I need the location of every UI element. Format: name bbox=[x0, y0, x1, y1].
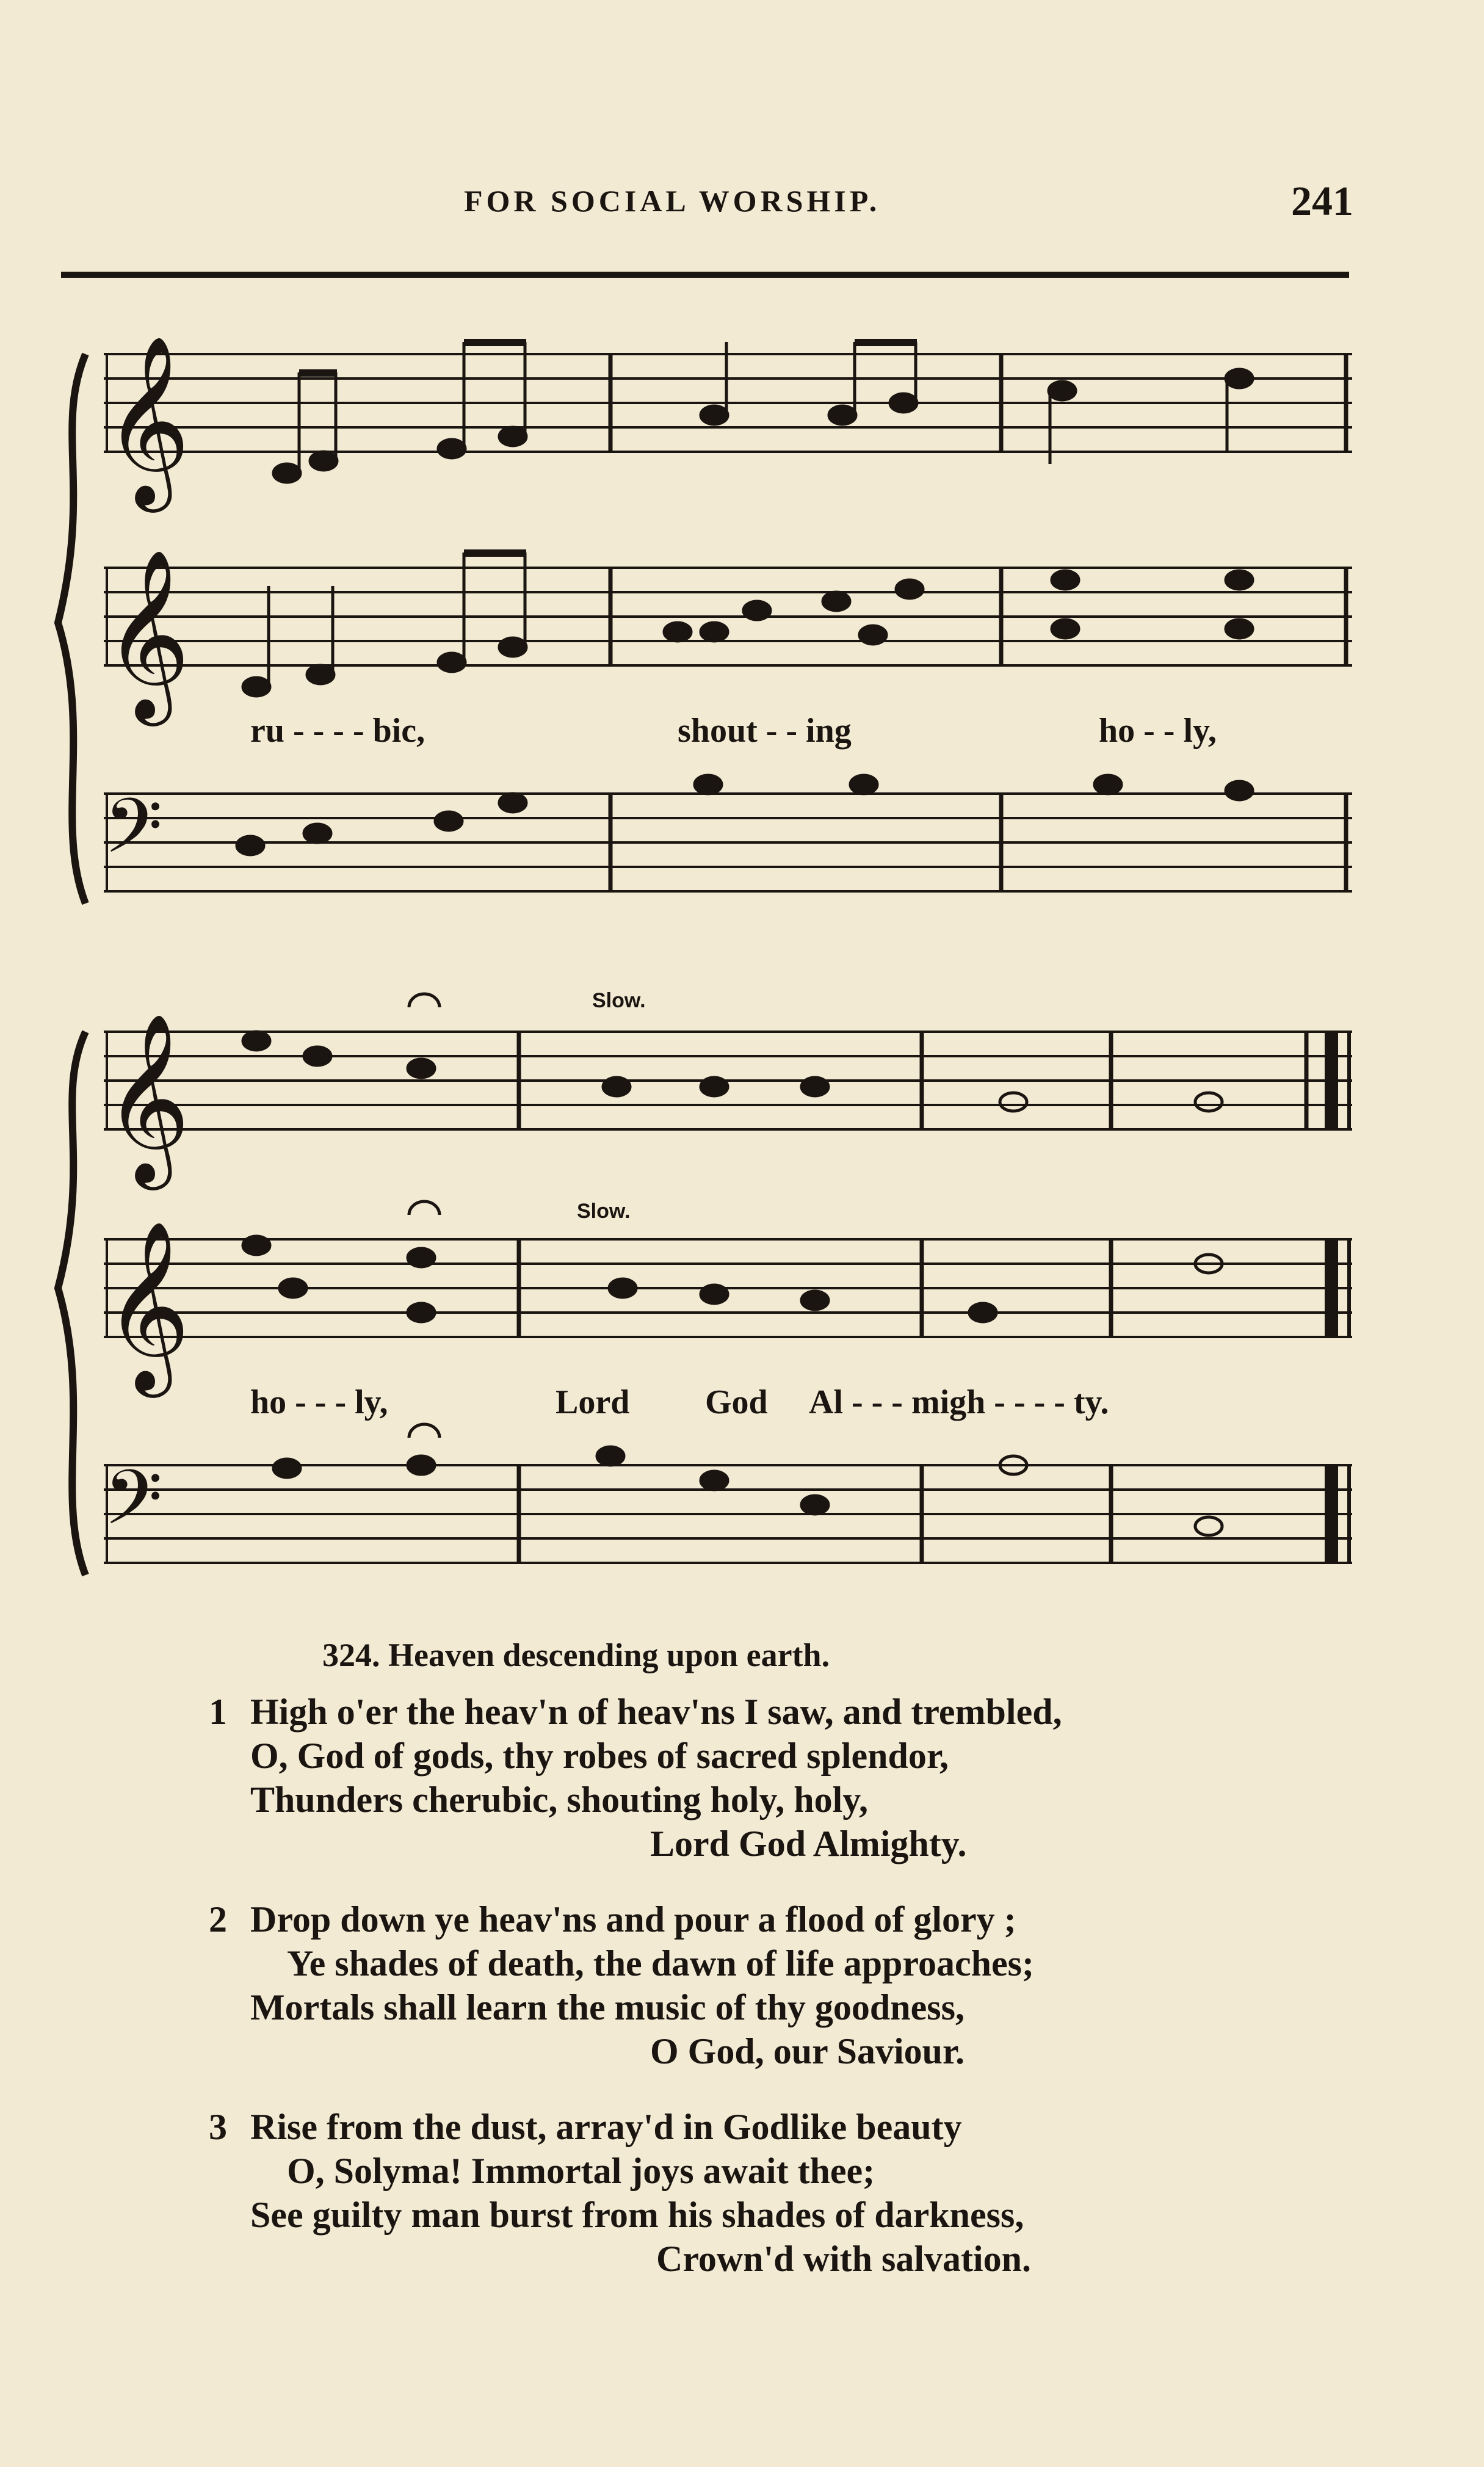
stanza-number: 2 bbox=[209, 1899, 227, 1940]
stanza-line: O God, our Saviour. bbox=[650, 2031, 965, 2071]
stanza-line: Thunders cherubic, shouting holy, holy, bbox=[250, 1780, 868, 1820]
stanza-line: O, Solyma! Immortal joys await thee; bbox=[287, 2151, 875, 2191]
stanza-line: See guilty man burst from his shades of darkness, bbox=[250, 2195, 1024, 2235]
bass-clef-icon: 𝄢 bbox=[104, 1454, 163, 1560]
hymn-title: Heaven descending upon earth. bbox=[388, 1637, 830, 1673]
lyric-syllable: God bbox=[705, 1383, 768, 1421]
stanza-number: 3 bbox=[209, 2107, 227, 2147]
stanza-line: Ye shades of death, the dawn of life approaches; bbox=[287, 1943, 1034, 1983]
stanza-line: O, God of gods, thy robes of sacred splendor, bbox=[250, 1736, 949, 1776]
lyric-syllable: Lord bbox=[556, 1383, 630, 1421]
stanza-line: High o'er the heav'n of heav'ns I saw, and trembled, bbox=[250, 1692, 1062, 1732]
stanza-line: Rise from the dust, array'd in Godlike beauty bbox=[250, 2107, 962, 2147]
page-number: 241 bbox=[1291, 178, 1353, 224]
stanza-line: Lord God Almighty. bbox=[650, 1824, 967, 1864]
stanza-line: Crown'd with salvation. bbox=[656, 2239, 1032, 2279]
tempo-marking: Slow. bbox=[577, 1200, 631, 1223]
hymn-number: 324. bbox=[322, 1637, 380, 1673]
bass-clef-icon: 𝄢 bbox=[104, 783, 163, 889]
lyric-syllable: ru - - - - bic, bbox=[250, 712, 425, 750]
staff-treble-upper-2 bbox=[104, 1032, 1352, 1129]
tempo-marking: Slow. bbox=[592, 989, 646, 1012]
stanza-number: 1 bbox=[209, 1692, 227, 1732]
stanza-line: Drop down ye heav'ns and pour a flood of glory ; bbox=[250, 1899, 1016, 1940]
lyric-syllable: Al - - - migh - - - - ty. bbox=[809, 1383, 1109, 1421]
treble-clef-icon: 𝄞 bbox=[104, 1219, 190, 1390]
staff-bass-1 bbox=[104, 794, 1352, 891]
hymn-heading bbox=[322, 1636, 830, 1674]
stanza-line: Mortals shall learn the music of thy goodness, bbox=[250, 1987, 965, 2027]
lyric-syllable: ho - - ly, bbox=[1099, 712, 1217, 750]
treble-clef-icon: 𝄞 bbox=[104, 1012, 190, 1183]
treble-clef-icon: 𝄞 bbox=[104, 548, 190, 719]
treble-clef-icon: 𝄞 bbox=[104, 334, 190, 505]
running-title: FOR SOCIAL WORSHIP. bbox=[464, 184, 881, 218]
lyric-syllable: shout - - ing bbox=[678, 712, 852, 750]
staff-treble-lower-1 bbox=[104, 568, 1352, 665]
lyric-syllable: ho - - - ly, bbox=[250, 1383, 388, 1421]
